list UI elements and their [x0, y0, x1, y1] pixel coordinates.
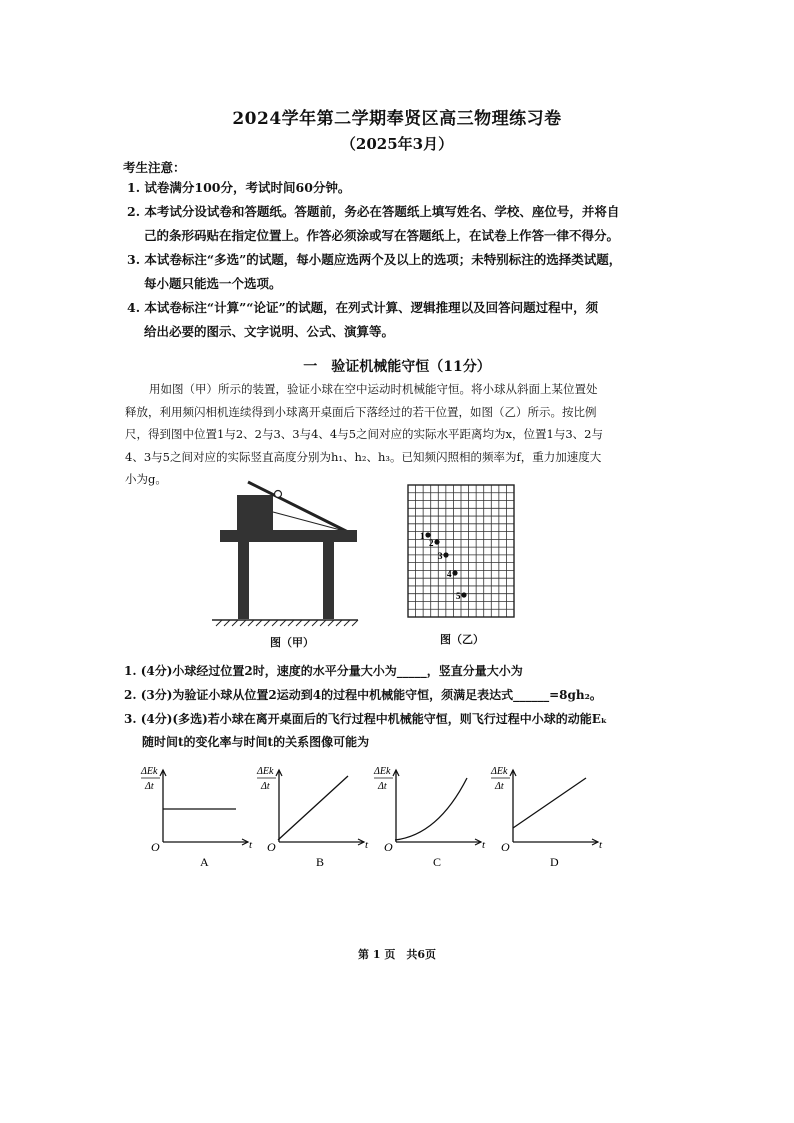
y-label-denominator: Δt	[145, 781, 154, 792]
position-label-5: 5	[456, 591, 461, 601]
y-label-numerator: ΔEk	[491, 766, 508, 777]
section-intro: 用如图（甲）所示的装置，验证小球在空中运动时机械能守恒。将小球从斜面上某位置处释放，利用频闪相机连续得到小球离开桌面后下落经过的若干位置，如图（乙）所示。按比例尺，得到图中位置1与2、2与3、3与4、4与5之间对应的实际水平距离均为x，位置1与3、2与4、3与5之间对应的实际竖直高度分别为h₁、h₂、h₃。已知频闪照相的频率为f，重力加速度大小为g。	[125, 382, 603, 486]
notice-item-4: 4. 本试卷标注“计算”“论证”的试题，在列式计算、逻辑推理以及回答问题过程中，须	[127, 300, 599, 315]
notice-item-3-cont: 每小题只能选一个选项。	[144, 276, 282, 291]
y-label-numerator: ΔEk	[374, 766, 391, 777]
origin-label: O	[151, 840, 160, 854]
question-3: 3. (4分)(多选)若小球在离开桌面后的飞行过程中机械能守恒，则飞行过程中小球的动能Eₖ	[124, 712, 608, 726]
graph-curve	[513, 778, 586, 828]
question-2: 2. (3分)为验证小球从位置2运动到4的过程中机械能守恒，须满足表达式______=8gh₂。	[124, 688, 602, 702]
section-title: 一 验证机械能守恒（11分）	[303, 359, 491, 375]
position-label-4: 4	[447, 569, 452, 579]
notice-item-3: 3. 本试卷标注“多选”的试题，每小题应选两个及以上的选项；未特别标注的选择类试题，	[127, 252, 622, 267]
paper-date: （2025年3月）	[340, 135, 454, 153]
notice-item-2-cont: 己的条形码贴在指定位置上。作答必须涂或写在答题纸上，在试卷上作答一律不得分。	[144, 228, 620, 243]
option-label: B	[316, 855, 325, 869]
y-label-denominator: Δt	[261, 781, 270, 792]
notice-heading: 考生注意：	[123, 160, 186, 175]
position-label-2: 2	[429, 538, 434, 548]
origin-label: O	[267, 840, 276, 854]
question-1: 1. (4分)小球经过位置2时，速度的水平分量大小为_____，竖直分量大小为	[124, 664, 523, 678]
notice-item-4-cont: 给出必要的图示、文字说明、公式、演算等。	[144, 324, 395, 339]
x-axis-label: t	[599, 839, 603, 851]
paper-title: 2024学年第二学期奉贤区高三物理练习卷	[232, 109, 562, 129]
y-label-denominator: Δt	[495, 781, 504, 792]
position-label-1: 1	[420, 531, 425, 541]
origin-label: O	[384, 840, 393, 854]
y-label-numerator: ΔEk	[257, 766, 274, 777]
figure-b-caption: 图（乙）	[440, 633, 484, 646]
y-label-numerator: ΔEk	[141, 766, 158, 777]
x-axis-label: t	[249, 839, 253, 851]
option-label: A	[200, 855, 209, 869]
x-axis-label: t	[365, 839, 369, 851]
notice-item-2: 2. 本考试分设试卷和答题纸。答题前，务必在答题纸上填写姓名、学校、座位号，并将自	[127, 204, 620, 219]
notice-item-1: 1. 试卷满分100分，考试时间60分钟。	[127, 180, 351, 195]
question-3-cont: 随时间t的变化率与时间t的关系图像可能为	[142, 735, 370, 749]
position-label-3: 3	[438, 551, 443, 561]
option-label: C	[433, 855, 442, 869]
page-footer: 第 1 页 共6页	[358, 948, 436, 961]
y-label-denominator: Δt	[378, 781, 387, 792]
origin-label: O	[501, 840, 510, 854]
figure-a-caption: 图（甲）	[270, 636, 314, 649]
option-label: D	[550, 855, 559, 869]
x-axis-label: t	[482, 839, 486, 851]
